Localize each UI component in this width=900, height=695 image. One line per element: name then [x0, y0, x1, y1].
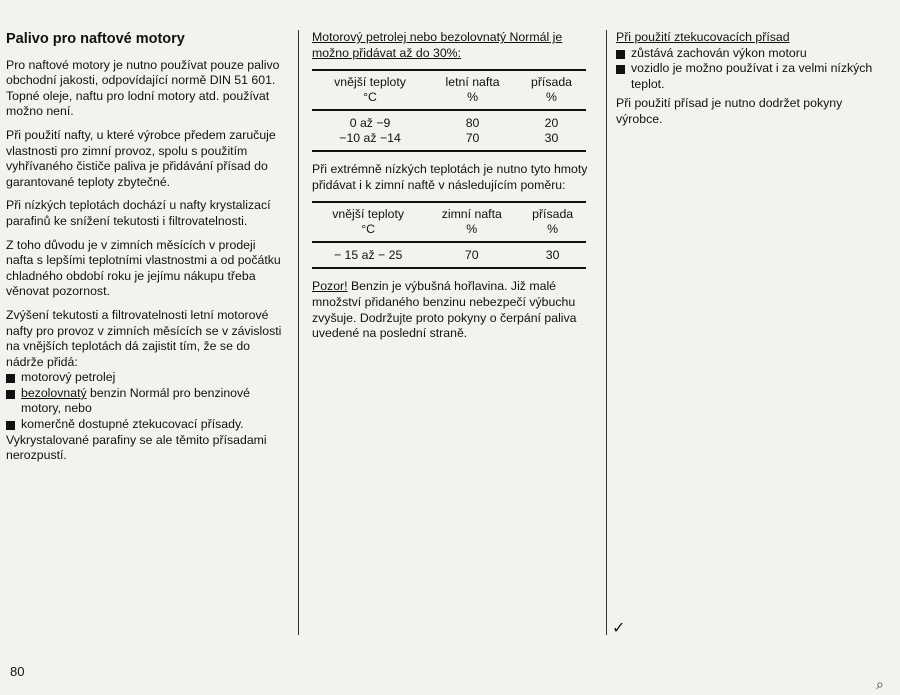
list-item: komerčně dostupné ztekucovací přísady.	[6, 417, 286, 433]
check-mark-icon: ✓	[612, 620, 626, 637]
paragraph: Při použití nafty, u které výrobce předem zaručuje vlastnosti pro zimní provoz, spolu s použitím vyhřívaného čističe paliva je přidávání přísad do garantované teploty zbytečné.	[6, 127, 276, 189]
left-column	[6, 30, 286, 472]
section-title: Palivo pro naftové motory	[6, 31, 185, 47]
paragraph: Při nízkých teplotách dochází u nafty krystalizací parafinů ke snížení tekutosti i filtrovatelnosti.	[6, 198, 271, 228]
list-item: motorový petrolej	[6, 370, 286, 386]
table-header: přísada %	[519, 202, 586, 242]
table-row: −10 až −14 70 30	[312, 131, 586, 151]
paragraph: Motorový petrolej nebo bezolovnatý Normál je možno přidávat až do 30%:	[312, 30, 563, 60]
subsection-heading: Při použití ztekucovacích přísad	[616, 30, 790, 44]
table-header: přísada %	[517, 70, 586, 110]
list-item-text: benzin Normál pro benzinové motory, nebo	[21, 385, 251, 416]
paragraph: Při extrémně nízkých teplotách je nutno tyto hmoty přidávat i k zimní naftě v následujícím poměru:	[312, 162, 588, 192]
additive-list	[6, 370, 286, 432]
underlined-term: bezolovnatý	[21, 385, 87, 400]
table-row: 0 až −9 80 20	[349, 116, 559, 131]
warning-text: Benzin je výbušná hořlavina. Již malé množství přidaného benzinu nebezpečí výbuchu zvyšuje. Dodržujte proto pokyny o čerpání paliva uvedené na poslední straně.	[312, 279, 577, 341]
column-divider-right	[606, 30, 607, 635]
list-item: vozidlo je možno používat i za velmi nízkých teplot.	[616, 61, 892, 92]
right-column	[616, 30, 892, 136]
winter-diesel-table	[312, 201, 586, 269]
page-number: 80	[10, 664, 25, 679]
table-header: vnější teploty °C	[312, 202, 424, 242]
benefit-list	[616, 46, 892, 93]
warning-paragraph	[312, 279, 588, 341]
middle-column	[312, 30, 588, 350]
paragraph: Z toho důvodu je v zimních měsících v prodeji nafta s lepšími teplotními vlastnostmi a od počátku chladného období roku je jejímu nákupu třeba věnovat pozornost.	[6, 237, 281, 299]
table-row: − 15 až − 25 70 30	[312, 242, 586, 268]
column-divider-left	[298, 30, 299, 635]
warning-label: Pozor!	[312, 279, 348, 294]
list-item: zůstává zachován výkon motoru	[616, 46, 892, 62]
paragraph: Zvýšení tekutosti a filtrovatelnosti letní motorové nafty pro provoz v zimních měsících se v závislosti na vnějších teplotách dá zajistit tím, že se do nádrže přidá:	[6, 307, 282, 369]
table-header: vnější teploty °C	[312, 70, 428, 110]
paragraph: Vykrystalované parafiny se ale těmito přísadami nerozpustí.	[6, 432, 267, 463]
table-header: zimní nafta %	[424, 202, 519, 242]
paragraph: Při použití přísad je nutno dodržet pokyny výrobce.	[616, 96, 843, 126]
zoom-icon[interactable]: ⌕	[876, 676, 884, 692]
table-header: letní nafta %	[428, 70, 517, 110]
list-item	[6, 386, 286, 417]
summer-diesel-table	[312, 69, 586, 152]
paragraph: Pro naftové motory je nutno používat pouze palivo obchodní jakosti, odpovídající normě DIN 51 601. Topné oleje, naftu pro lodní motory atd. používat možno není.	[6, 57, 280, 119]
